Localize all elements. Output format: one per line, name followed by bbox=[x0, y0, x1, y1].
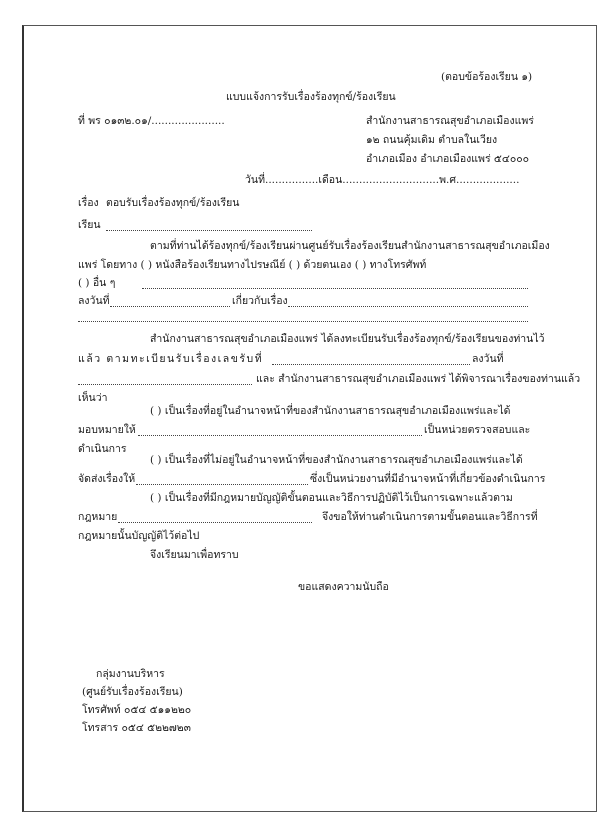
signoff-text: ขอแสดงความนับถือ bbox=[298, 581, 389, 593]
option-1-line-2b: เป็นหน่วยตรวจสอบและ bbox=[424, 424, 531, 436]
document-title: แบบแจ้งการรับเรื่องร้องทุกข์/ร้องเรียน bbox=[226, 91, 396, 103]
para2-line-3: และ สำนักงานสาธารณสุขอำเภอเมืองแพร่ ได้พิจารณาเรื่องของท่านแล้ว bbox=[256, 373, 581, 385]
document-number: ที่ พร ๐๑๓๒.๐๑/...................... bbox=[78, 115, 225, 127]
footer-fax: โทรสาร ๐๕๔ ๕๒๒๗๒๓ bbox=[82, 722, 191, 734]
option-1-assignee-field bbox=[138, 434, 422, 436]
subject-label: เรื่อง bbox=[78, 197, 99, 209]
option-3-line-1: ( ) เป็นเรื่องที่มีกฎหมายบัญญัติขั้นตอนและวิธีการปฏิบัติไว้เป็นการเฉพาะแล้วตาม bbox=[150, 492, 513, 504]
to-field bbox=[106, 229, 312, 231]
footer-department: กลุ่มงานบริหาร bbox=[96, 668, 165, 680]
other-channel-field bbox=[142, 287, 528, 289]
option-3-line-3: กฎหมายนั้นบัญญัติไว้ต่อไป bbox=[78, 530, 200, 542]
para1-date-field bbox=[110, 305, 230, 307]
form-reference: (ตอบข้อร้องเรียน ๑) bbox=[441, 71, 533, 83]
option-3-law-label: กฎหมาย bbox=[78, 511, 118, 523]
para1-about-label: เกี่ยวกับเรื่อง bbox=[232, 295, 288, 307]
para2-date-label: ลงวันที่ bbox=[472, 353, 504, 365]
footer-center: (ศูนย์รับเรื่องร้องเรียน) bbox=[82, 686, 183, 698]
option-3-law-field bbox=[118, 521, 312, 523]
option-2-line-2b: ซึ่งเป็นหน่วยงานที่มีอำนาจหน้าที่เกี่ยวข้องดำเนินการ bbox=[310, 473, 546, 485]
subject-text: ตอบรับเรื่องร้องทุกข์/ร้องเรียน bbox=[106, 197, 240, 209]
para1-extra-line bbox=[78, 320, 528, 322]
office-line-1: สำนักงานสาธารณสุขอำเภอเมืองแพร่ bbox=[366, 115, 534, 127]
to-label: เรียน bbox=[78, 219, 101, 231]
closing-text: จึงเรียนมาเพื่อทราบ bbox=[150, 549, 239, 561]
para1-line-1: ตามที่ท่านได้ร้องทุกข์/ร้องเรียนผ่านศูนย์รับเรื่องร้องเรียนสำนักงานสาธารณสุขอำเภอเมือง bbox=[150, 240, 550, 252]
para2-line-4: เห็นว่า bbox=[78, 392, 108, 404]
para2-register-label: แล้ว ตามทะเบียนรับเรื่องเลขรับที่ bbox=[78, 353, 264, 365]
para1-about-field bbox=[288, 305, 528, 307]
para2-line-1: สำนักงานสาธารณสุขอำเภอเมืองแพร่ ได้ลงทะเบียนรับเรื่องร้องทุกข์/ร้องเรียนของท่านไว้ bbox=[150, 333, 545, 345]
option-2-line-1: ( ) เป็นเรื่องที่ไม่อยู่ในอำนาจหน้าที่ของสำนักงานสาธารณสุขอำเภอเมืองแพร่และได้ bbox=[150, 454, 523, 466]
para1-line-2: แพร่ โดยทาง ( ) หนังสือร้องเรียนทางไปรษณีย์ ( ) ด้วยตนเอง ( ) ทางโทรศัพท์ bbox=[78, 259, 427, 271]
date-line: วันที่................เดือน.............................พ.ศ................... bbox=[245, 174, 520, 186]
option-1-line-3: ดำเนินการ bbox=[78, 443, 127, 455]
option-3-line-2b: จึงขอให้ท่านดำเนินการตามขั้นตอนและวิธีการที่ bbox=[322, 511, 538, 523]
register-number-field bbox=[272, 363, 470, 365]
option-2-recipient-field bbox=[136, 483, 308, 485]
para1-date-label: ลงวันที่ bbox=[78, 295, 110, 307]
office-line-3: อำเภอเมือง อำเภอเมืองแพร่ ๕๔๐๐๐ bbox=[366, 153, 530, 165]
option-1-assign-label: มอบหมายให้ bbox=[78, 424, 136, 436]
option-1-line-1: ( ) เป็นเรื่องที่อยู่ในอำนาจหน้าที่ของสำนักงานสาธารณสุขอำเภอเมืองแพร่และได้ bbox=[150, 405, 511, 417]
para1-line-3: ( ) อื่น ๆ bbox=[78, 277, 116, 289]
office-line-2: ๑๒ ถนนคุ้มเดิม ตำบลในเวียง bbox=[366, 134, 498, 146]
option-2-sent-label: จัดส่งเรื่องให้ bbox=[78, 473, 136, 485]
para2-date-field bbox=[78, 383, 252, 385]
footer-phone: โทรศัพท์ ๐๕๔ ๕๑๑๒๒๐ bbox=[82, 704, 192, 716]
